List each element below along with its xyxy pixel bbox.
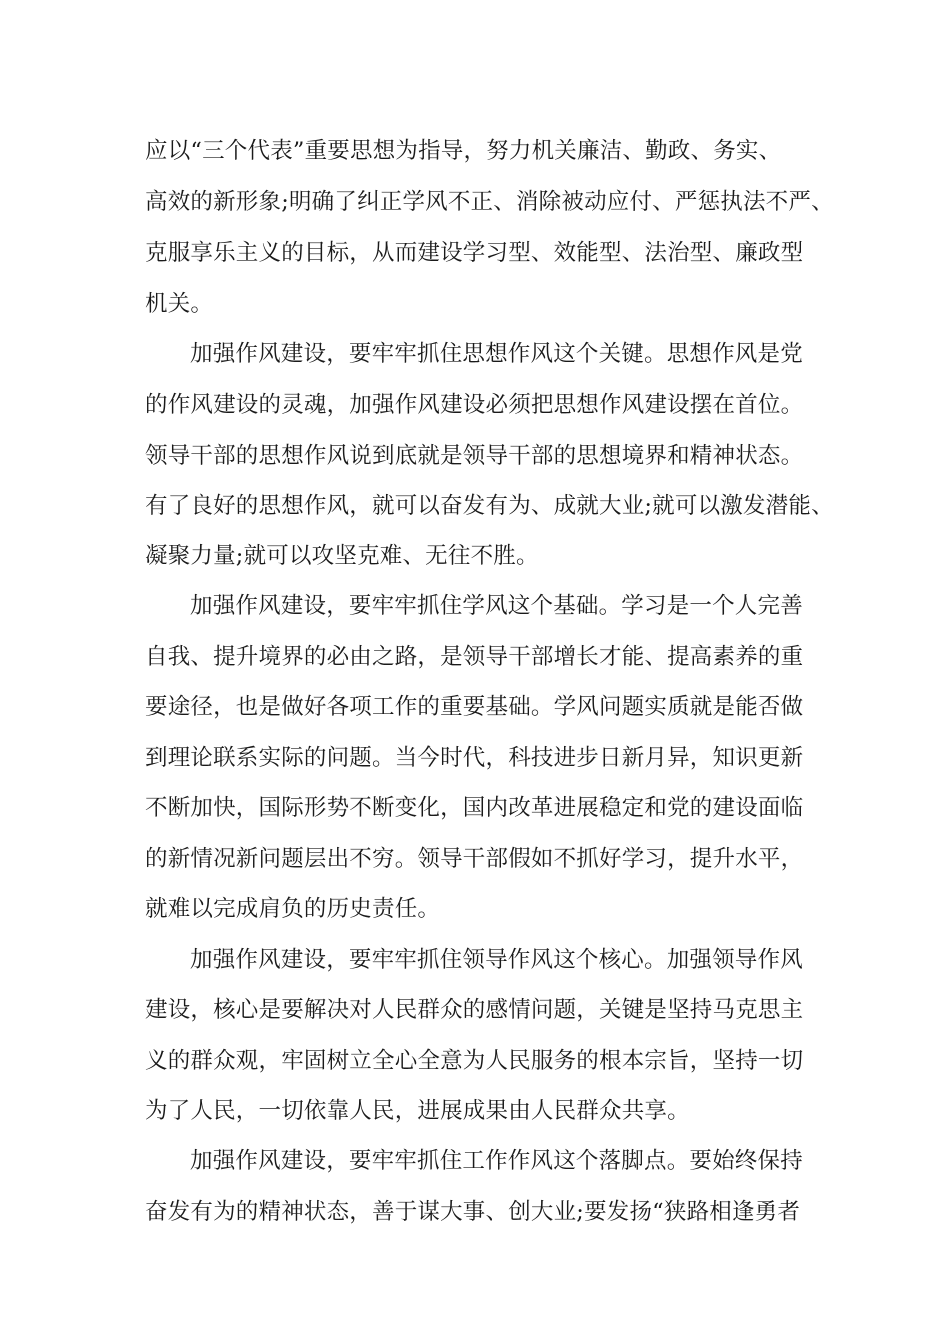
text-line: 义的群众观，牢固树立全心全意为人民服务的根本宗旨，坚持一切 [145, 1048, 804, 1074]
text-line: 克服享乐主义的目标，从而建设学习型、效能型、法治型、廉政型 [145, 240, 804, 266]
text-line: 到理论联系实际的问题。当今时代，科技进步日新月异，知识更新 [145, 745, 804, 771]
text-line: 要途径，也是做好各项工作的重要基础。学风问题实质就是能否做 [145, 694, 804, 720]
paragraph-first-line: 加强作风建设，要牢牢抓住思想作风这个关键。思想作风是党 [190, 341, 803, 367]
paragraph-first-line: 加强作风建设，要牢牢抓住领导作风这个核心。加强领导作风 [190, 947, 803, 973]
text-line: 不断加快，国际形势不断变化，国内改革进展稳定和党的建设面临 [145, 795, 804, 821]
text-line: 机关。 [145, 291, 214, 317]
text-line: 建设，核心是要解决对人民群众的感情问题，关键是坚持马克思主 [145, 997, 804, 1023]
text-line: 就难以完成肩负的历史责任。 [145, 896, 441, 922]
paragraph-first-line: 加强作风建设，要牢牢抓住学风这个基础。学习是一个人完善 [190, 593, 803, 619]
text-line: 领导干部的思想作风说到底就是领导干部的思想境界和精神状态。 [145, 443, 804, 469]
text-line: 的作风建设的灵魂，加强作风建设必须把思想作风建设摆在首位。 [145, 392, 804, 418]
paragraph-first-line: 加强作风建设，要牢牢抓住工作作风这个落脚点。要始终保持 [190, 1148, 803, 1174]
text-line: 自我、提升境界的必由之路，是领导干部增长才能、提高素养的重 [145, 644, 804, 670]
text-line: 应以“三个代表”重要思想为指导，努力机关廉洁、勤政、务实、 [145, 138, 782, 164]
text-line: 凝聚力量;就可以攻坚克难、无往不胜。 [145, 543, 539, 569]
text-line: 为了人民，一切依靠人民，进展成果由人民群众共享。 [145, 1098, 690, 1124]
text-line: 有了良好的思想作风，就可以奋发有为、成就大业;就可以激发潜能、 [145, 493, 834, 519]
text-line: 高效的新形象;明确了纠正学风不正、消除被动应付、严惩执法不严、 [145, 189, 834, 215]
text-line: 奋发有为的精神状态，善于谋大事、创大业;要发扬“狭路相逢勇者 [145, 1199, 801, 1225]
text-line: 的新情况新问题层出不穷。领导干部假如不抓好学习，提升水平， [145, 846, 804, 872]
